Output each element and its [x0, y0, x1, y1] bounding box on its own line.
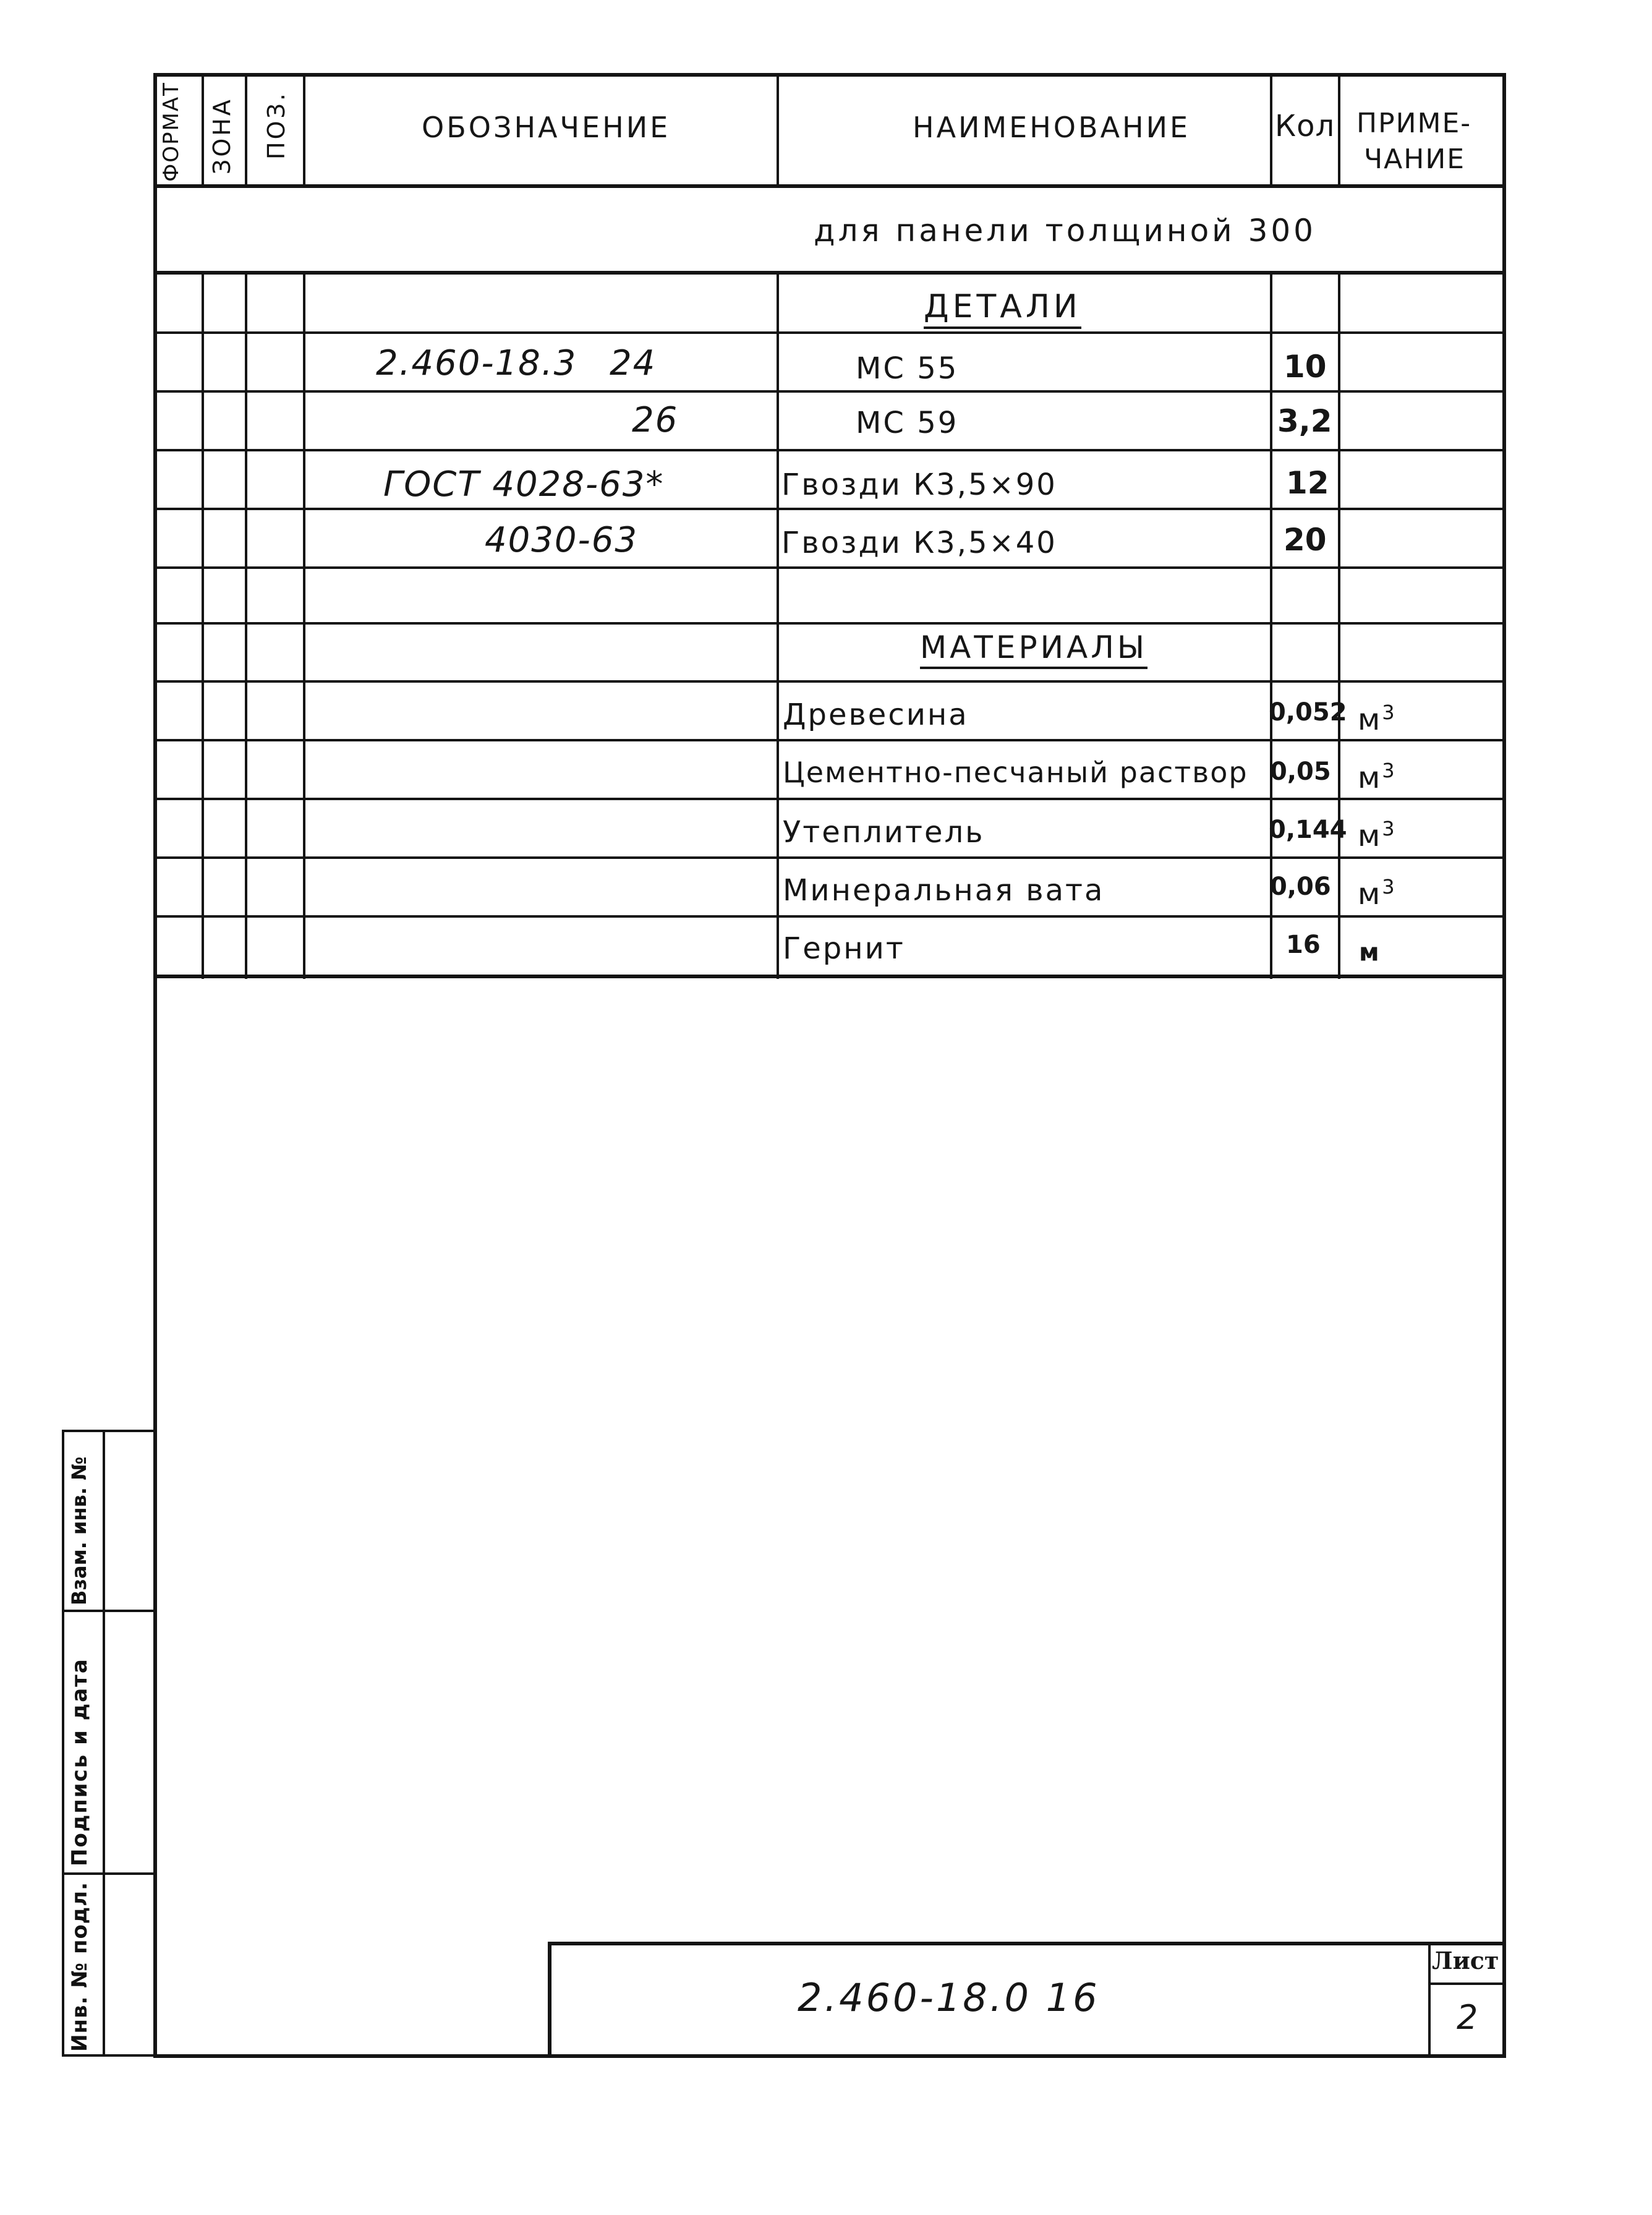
detail-designation: 4030-63 [485, 520, 638, 560]
header-qty: Кол [1275, 109, 1335, 143]
detail-qty: 10 [1284, 349, 1327, 385]
title-block-sheet-divider [1428, 1942, 1431, 2057]
material-name: Цементно-песчаный раствор [783, 756, 1248, 789]
frame-bottom-border [153, 2054, 1506, 2058]
row-line [153, 680, 1506, 683]
header-bottom-line [153, 184, 1506, 188]
detail-name: Гвозди К3,5×40 [781, 526, 1057, 560]
col-line-format-2 [202, 272, 204, 979]
title-block-top-line [548, 1942, 1506, 1945]
col-line-format [202, 73, 204, 186]
col-line-designation-2 [777, 272, 779, 979]
material-qty: 0,05 [1270, 758, 1331, 786]
material-qty: 0,052 [1269, 698, 1347, 727]
detail-pos: 26 [632, 400, 679, 440]
material-unit: $м^3$ [1358, 701, 1397, 737]
row-line [153, 390, 1506, 393]
material-qty: 0,06 [1270, 873, 1331, 901]
detail-qty: 20 [1284, 522, 1327, 558]
material-name: Утеплитель [783, 815, 985, 850]
material-unit: $м^3$ [1358, 875, 1397, 911]
section-title-bottom-line [153, 271, 1506, 275]
material-qty: 16 [1286, 931, 1321, 959]
header-zone: ЗОНА [208, 97, 236, 174]
header-designation: ОБОЗНАЧЕНИЕ [422, 111, 671, 144]
row-line [153, 331, 1506, 334]
col-line-pos [303, 73, 305, 186]
stamp-divider [62, 1872, 156, 1875]
detail-qty: 3,2 [1277, 403, 1332, 439]
material-name: Древесина [783, 698, 969, 732]
material-name: Гернит [783, 931, 905, 966]
stamp-top-line [62, 1430, 156, 1432]
stamp-bottom-line [62, 2054, 156, 2057]
material-unit: $м^3$ [1358, 817, 1397, 853]
materials-heading: МАТЕРИАЛЫ [920, 632, 1147, 669]
col-line-zone [245, 73, 247, 186]
detail-qty: 12 [1286, 465, 1329, 501]
row-line [153, 915, 1506, 918]
section-title: для панели толщиной 300 [814, 213, 1316, 249]
detail-name: МС 55 [856, 351, 959, 386]
frame-top-border [153, 73, 1506, 77]
row-line [153, 508, 1506, 510]
stamp-inv-podl: Инв. № подл. [67, 1881, 92, 2052]
header-note-line2: ЧАНИЕ [1364, 143, 1466, 175]
frame-right-border [1502, 73, 1506, 2058]
row-line [153, 622, 1506, 625]
col-line-designation [777, 73, 779, 186]
row-line [153, 449, 1506, 451]
col-line-pos-2 [303, 272, 305, 979]
detail-pos: 24 [610, 343, 657, 383]
stamp-left-line [62, 1430, 64, 2057]
material-unit: м [1359, 938, 1379, 967]
stamp-divider [62, 1610, 156, 1612]
title-block-sheet-line [1428, 1982, 1505, 1985]
detail-designation: 2.460-18.3 [376, 343, 577, 383]
title-block-left-line [548, 1942, 551, 2057]
header-format: ФОРМАТ [159, 82, 184, 182]
detail-designation: ГОСТ 4028-63* [383, 464, 665, 505]
col-line-qty-2 [1338, 272, 1340, 979]
row-line [153, 739, 1506, 741]
stamp-podpis-data: Подпись и дата [67, 1658, 92, 1866]
material-qty: 0,144 [1269, 816, 1347, 844]
header-pos: ПОЗ. [263, 91, 290, 160]
col-line-name [1270, 73, 1272, 186]
table-bottom-line [153, 975, 1506, 978]
row-line [153, 566, 1506, 569]
material-unit: $м^3$ [1358, 759, 1397, 795]
doc-code: 2.460-18.0 16 [798, 1975, 1100, 2020]
row-line [153, 856, 1506, 859]
details-heading: ДЕТАЛИ [924, 291, 1081, 329]
sheet-number: 2 [1457, 1998, 1480, 2037]
detail-name: МС 59 [856, 406, 959, 440]
col-line-qty [1338, 73, 1340, 186]
col-line-zone-2 [245, 272, 247, 979]
detail-name: Гвозди К3,5×90 [781, 467, 1057, 502]
sheet-label: Лист [1432, 1947, 1499, 1974]
stamp-mid-line [103, 1430, 105, 2057]
header-note-line1: ПРИМЕ- [1356, 108, 1472, 139]
row-line [153, 798, 1506, 800]
stamp-vzam-inv: Взам. инв. № [67, 1456, 91, 1605]
frame-left-border [153, 73, 157, 2058]
header-name: НАИМЕНОВАНИЕ [913, 111, 1191, 144]
material-name: Минеральная вата [783, 873, 1105, 908]
